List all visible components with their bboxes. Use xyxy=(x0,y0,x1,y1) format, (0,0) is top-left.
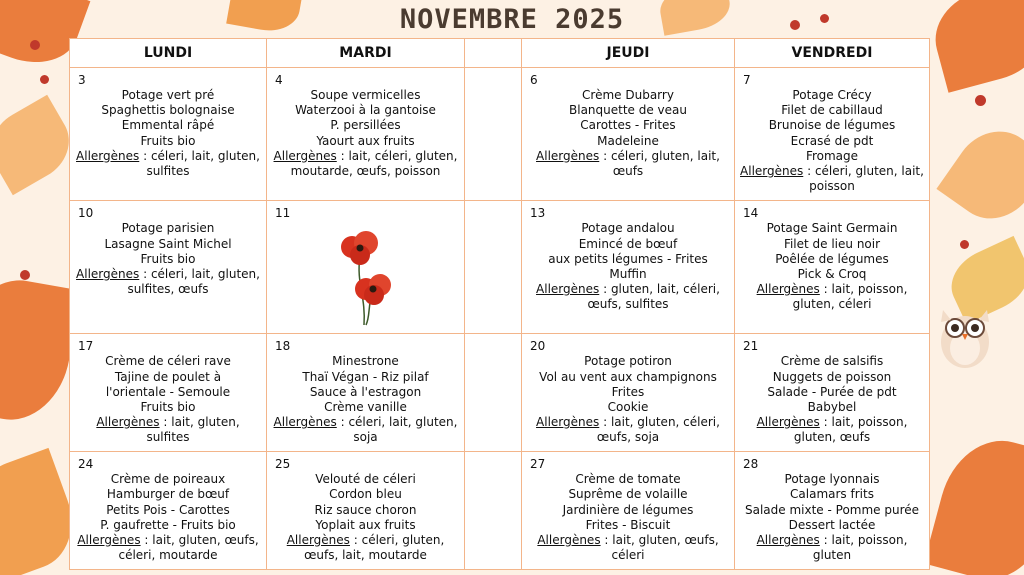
menu-calendar xyxy=(69,38,930,570)
day-number: 24 xyxy=(78,457,94,472)
day-cell-wednesday xyxy=(465,452,522,570)
day-cell-wednesday xyxy=(465,68,522,201)
poppy-flowers-icon xyxy=(336,227,396,327)
dish-item: Dessert lactée xyxy=(788,517,876,532)
day-cell-tuesday xyxy=(267,452,465,570)
day-cell-friday xyxy=(735,201,930,334)
day-number: 17 xyxy=(78,339,94,354)
day-number: 13 xyxy=(530,206,546,221)
day-number: 27 xyxy=(530,457,546,472)
autumn-leaf-icon xyxy=(936,115,1024,235)
dish-item: Potage Saint Germain xyxy=(766,221,898,236)
allergens-list: : gluten, lait, céleri, œufs, sulfites xyxy=(587,282,720,312)
dish-item: Frites - Biscuit xyxy=(585,517,671,532)
day-cell-thursday xyxy=(522,452,735,570)
allergens-line xyxy=(738,533,926,563)
allergens-label: Allergènes xyxy=(536,282,600,297)
day-number: 11 xyxy=(275,206,291,221)
day-cell-wednesday xyxy=(465,334,522,452)
day-number: 25 xyxy=(275,457,291,472)
dish-item: Potage parisien xyxy=(121,221,215,236)
dish-item: Cordon bleu xyxy=(329,487,402,502)
dish-item: Filet de cabillaud xyxy=(781,103,883,118)
dish-item: Lasagne Saint Michel xyxy=(104,236,232,251)
dish-item: Potage potiron xyxy=(584,354,672,369)
dish-item: Fruits bio xyxy=(140,133,196,148)
allergens-label: Allergènes xyxy=(77,533,141,548)
dish-item: Fruits bio xyxy=(140,400,196,415)
dish-item: P. persillées xyxy=(330,118,401,133)
allergens-label: Allergènes xyxy=(76,267,140,282)
day-number: 7 xyxy=(743,73,751,87)
header-wednesday xyxy=(465,39,522,68)
dish-item: Sauce à l'estragon xyxy=(309,384,422,399)
allergens-line xyxy=(270,415,461,445)
day-cell-thursday xyxy=(522,68,735,201)
dish-item: Vol au vent aux champignons xyxy=(539,369,717,384)
allergens-line xyxy=(73,267,263,297)
dish-item: Potage lyonnais xyxy=(784,472,880,487)
allergens-line xyxy=(525,415,731,445)
allergens-list: : lait, poisson, gluten, œufs xyxy=(793,415,908,445)
owl-icon xyxy=(935,300,995,370)
dish-item: Tajine de poulet à xyxy=(114,369,222,384)
dish-item: Hamburger de bœuf xyxy=(106,487,230,502)
allergens-list: : céleri, gluten, lait, œufs xyxy=(599,148,720,179)
dish-item: Pick & Croq xyxy=(797,267,867,282)
day-number: 20 xyxy=(530,339,546,354)
week-row xyxy=(70,68,930,201)
dish-item: Brunoise de légumes xyxy=(768,118,896,133)
week-row xyxy=(70,452,930,570)
dish-item: Muffin xyxy=(609,267,647,282)
dish-item: Waterzooi à la gantoise xyxy=(295,103,436,118)
day-cell-tuesday xyxy=(267,201,465,334)
header-thursday: JEUDI xyxy=(522,39,735,68)
day-cell-monday xyxy=(70,334,267,452)
allergens-list: : lait, poisson, gluten xyxy=(812,533,908,563)
dish-item: Yoplait aux fruits xyxy=(315,517,416,532)
dish-item: Filet de lieu noir xyxy=(783,236,881,251)
dish-item: Crème vanille xyxy=(324,400,407,415)
autumn-leaf-icon xyxy=(924,428,1024,575)
dish-item: Crème de tomate xyxy=(575,472,681,487)
dish-item: Potage andalou xyxy=(581,221,675,236)
dish-item: Crème de céleri rave xyxy=(105,354,231,369)
dish-item: Crème de salsifis xyxy=(780,354,884,369)
day-number: 10 xyxy=(78,206,94,221)
week-row xyxy=(70,334,930,452)
day-cell-tuesday xyxy=(267,68,465,201)
dish-item: Riz sauce choron xyxy=(314,502,417,517)
allergens-line xyxy=(525,533,731,563)
header-tuesday: MARDI xyxy=(267,39,465,68)
dish-item: aux petits légumes - Frites xyxy=(548,251,708,266)
allergens-line xyxy=(73,533,263,563)
header-monday: LUNDI xyxy=(70,39,267,68)
allergens-label: Allergènes xyxy=(76,148,140,163)
dish-item: Ecrasé de pdt xyxy=(790,133,874,148)
allergens-label: Allergènes xyxy=(756,533,820,548)
berry-icon xyxy=(20,270,30,280)
dish-item: Carottes - Frites xyxy=(580,118,676,133)
dish-item: Potage Crécy xyxy=(792,88,872,102)
day-cell-friday xyxy=(735,68,930,201)
allergens-label: Allergènes xyxy=(537,533,601,548)
day-cell-tuesday xyxy=(267,334,465,452)
dish-item: Fruits bio xyxy=(140,251,196,266)
dish-item: Crème Dubarry xyxy=(582,88,674,102)
allergens-list: : lait, poisson, gluten, céleri xyxy=(792,282,908,312)
berry-icon xyxy=(975,95,986,106)
dish-item: Crème de poireaux xyxy=(110,472,226,487)
allergens-label: Allergènes xyxy=(536,148,600,163)
dish-item: Suprême de volaille xyxy=(568,487,688,502)
dish-item: Emincé de bœuf xyxy=(578,236,678,251)
berry-icon xyxy=(40,75,49,84)
allergens-line xyxy=(525,282,731,312)
allergens-label: Allergènes xyxy=(286,533,350,548)
allergens-label: Allergènes xyxy=(536,415,600,430)
day-number: 6 xyxy=(530,73,538,87)
day-cell-monday xyxy=(70,68,267,201)
dish-item: Minestrone xyxy=(332,354,399,369)
dish-item: Soupe vermicelles xyxy=(310,88,421,102)
allergens-list: : céleri, lait, gluten, sulfites, œufs xyxy=(127,267,260,297)
dish-item: Emmental râpé xyxy=(121,118,215,133)
allergens-list: : céleri, lait, gluten, sulfites xyxy=(139,148,260,179)
allergens-list: : céleri, gluten, lait, poisson xyxy=(803,164,924,194)
dish-item: Jardinière de légumes xyxy=(562,502,694,517)
weekday-header-row xyxy=(70,39,930,68)
allergens-label: Allergènes xyxy=(756,282,820,297)
allergens-list: : lait, gluten, céleri, œufs, soja xyxy=(596,415,720,445)
day-cell-monday xyxy=(70,201,267,334)
day-cell-friday xyxy=(735,452,930,570)
allergens-list: : lait, céleri, gluten, moutarde, œufs, poisson xyxy=(290,148,458,179)
day-cell-friday xyxy=(735,334,930,452)
day-cell-wednesday xyxy=(465,201,522,334)
day-number: 21 xyxy=(743,339,759,354)
dish-item: Babybel xyxy=(807,400,857,415)
dish-item: l'orientale - Semoule xyxy=(105,384,231,399)
allergens-line xyxy=(738,415,926,445)
dish-item: P. gaufrette - Fruits bio xyxy=(100,517,236,532)
dish-item: Blanquette de veau xyxy=(569,103,687,118)
allergens-line xyxy=(73,149,263,179)
allergens-list: : lait, gluten, œufs, céleri, moutarde xyxy=(118,533,259,563)
allergens-list: : céleri, gluten, œufs, lait, moutarde xyxy=(304,533,445,563)
allergens-label: Allergènes xyxy=(740,164,804,179)
dish-item: Potage vert pré xyxy=(121,88,215,102)
allergens-list: : lait, gluten, sulfites xyxy=(146,415,240,445)
allergens-list: : céleri, lait, gluten, soja xyxy=(336,415,458,445)
allergens-label: Allergènes xyxy=(96,415,160,430)
day-cell-thursday xyxy=(522,201,735,334)
day-number: 14 xyxy=(743,206,759,221)
day-cell-monday xyxy=(70,452,267,570)
week-row xyxy=(70,201,930,334)
dish-item: Fromage xyxy=(805,148,859,163)
allergens-line xyxy=(738,282,926,312)
dish-item: Salade mixte - Pomme purée xyxy=(744,502,920,517)
day-number: 28 xyxy=(743,457,759,472)
page-title: NOVEMBRE 2025 xyxy=(399,4,625,35)
dish-item: Salade - Purée de pdt xyxy=(767,384,897,399)
dish-item: Spaghettis bolognaise xyxy=(101,103,235,118)
allergens-line xyxy=(73,415,263,445)
dish-item: Madeleine xyxy=(597,133,659,148)
berry-icon xyxy=(30,40,40,50)
dish-item: Nuggets de poisson xyxy=(772,369,892,384)
day-number: 18 xyxy=(275,339,291,354)
dish-item: Velouté de céleri xyxy=(315,472,416,487)
dish-item: Calamars frits xyxy=(790,487,874,502)
allergens-label: Allergènes xyxy=(756,415,820,430)
allergens-label: Allergènes xyxy=(273,415,337,430)
allergens-line xyxy=(270,533,461,563)
dish-item: Poêlée de légumes xyxy=(775,251,889,266)
dish-item: Thaï Végan - Riz pilaf xyxy=(302,369,429,384)
day-cell-thursday xyxy=(522,334,735,452)
allergens-line xyxy=(738,164,926,194)
header-friday: VENDREDI xyxy=(735,39,930,68)
allergens-list: : lait, gluten, œufs, céleri xyxy=(600,533,719,563)
dish-item: Cookie xyxy=(607,400,649,415)
berry-icon xyxy=(960,240,969,249)
allergens-line xyxy=(525,149,731,179)
dish-item: Frites xyxy=(611,384,645,399)
allergens-line xyxy=(270,149,461,179)
dish-item: Yaourt aux fruits xyxy=(316,133,415,148)
allergens-label: Allergènes xyxy=(273,148,337,163)
day-number: 3 xyxy=(78,73,86,87)
dish-item: Petits Pois - Carottes xyxy=(106,502,230,517)
day-number: 4 xyxy=(275,73,283,87)
